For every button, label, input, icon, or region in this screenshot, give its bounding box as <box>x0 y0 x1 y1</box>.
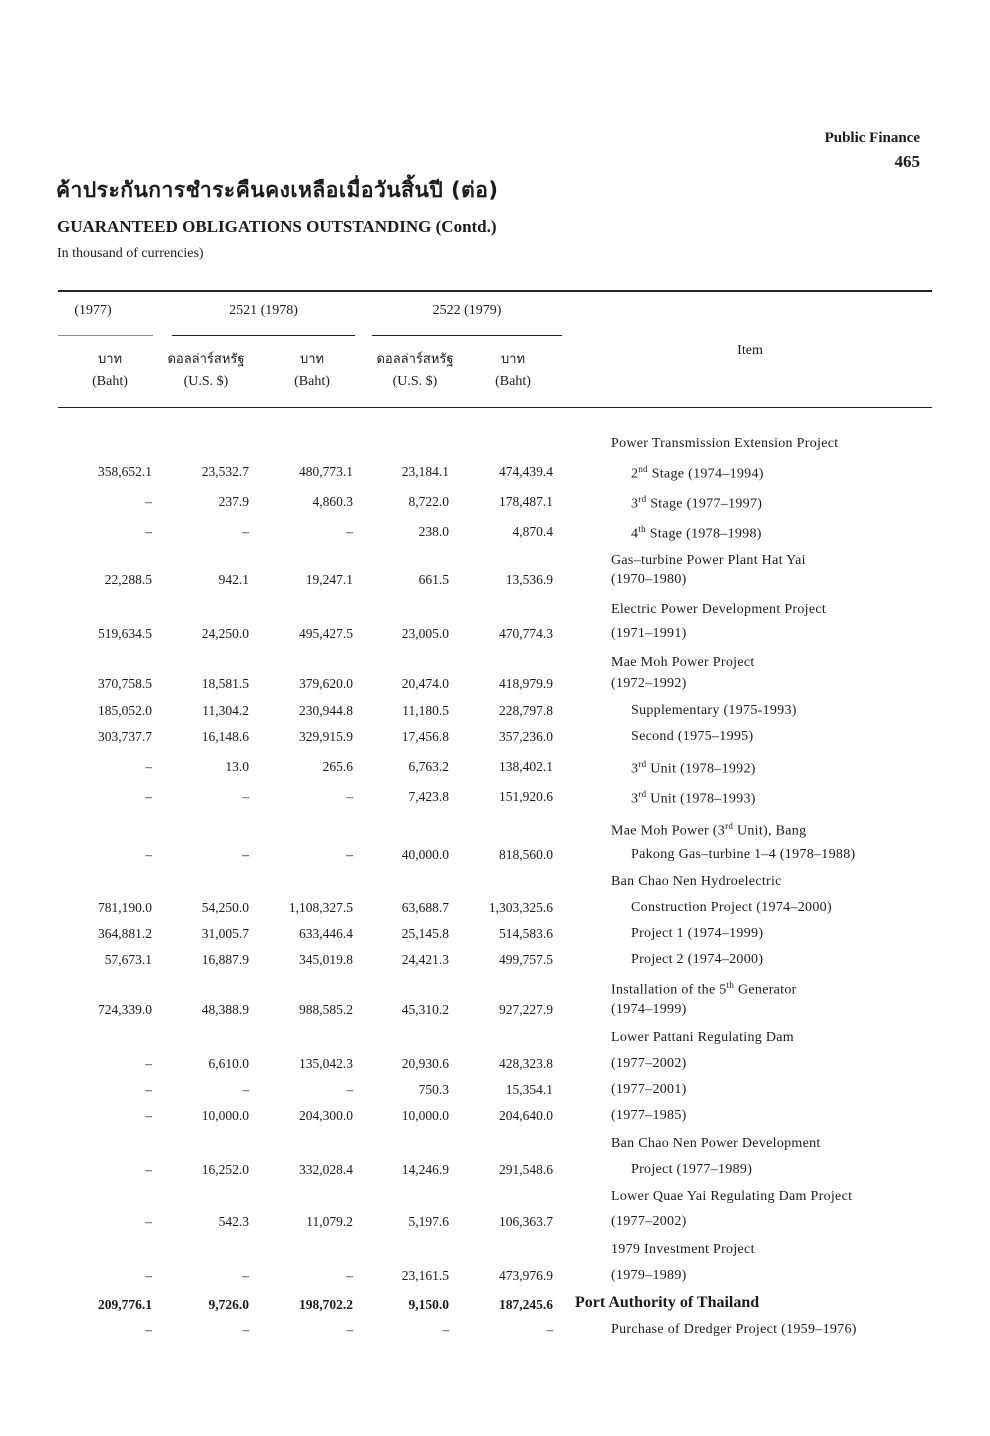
column-header-en: (Baht) <box>294 374 330 389</box>
value-usd-1979: 750.3 <box>418 1082 449 1097</box>
value-baht-1977: 209,776.1 <box>98 1297 152 1312</box>
value-baht-1979: 514,583.6 <box>499 926 553 941</box>
value-usd-1978: 23,532.7 <box>201 464 249 479</box>
value-usd-1978: 942.1 <box>218 572 249 587</box>
value-baht-1977: – <box>145 789 152 804</box>
value-baht-1979: 499,757.5 <box>499 952 553 967</box>
column-header-thai: บาท <box>97 352 123 367</box>
value-usd-1978: 16,252.0 <box>201 1162 249 1177</box>
value-baht-1978: – <box>346 847 353 862</box>
value-usd-1978: 10,000.0 <box>201 1108 249 1123</box>
value-usd-1978: 24,250.0 <box>201 626 249 641</box>
value-baht-1977: – <box>145 1056 152 1071</box>
value-baht-1979: 228,797.8 <box>499 703 553 718</box>
value-baht-1979: 428,323.8 <box>499 1056 553 1071</box>
value-usd-1979: 11,180.5 <box>402 703 449 718</box>
value-baht-1978: 480,773.1 <box>299 464 353 479</box>
item-label: (1977–2002) <box>611 1214 687 1229</box>
item-label: Ban Chao Nen Hydroelectric <box>611 874 782 889</box>
value-baht-1979: 474,439.4 <box>499 464 553 479</box>
value-baht-1978: – <box>346 1082 353 1097</box>
value-baht-1979: 13,536.9 <box>505 572 553 587</box>
value-baht-1978: 379,620.0 <box>299 676 353 691</box>
item-label: (1977–2001) <box>611 1082 687 1097</box>
value-baht-1979: 15,354.1 <box>505 1082 553 1097</box>
item-section-heading: Port Authority of Thailand <box>575 1294 760 1311</box>
value-baht-1979: 818,560.0 <box>499 847 553 862</box>
value-baht-1977: 303,737.7 <box>98 729 152 744</box>
value-usd-1978: 6,610.0 <box>208 1056 249 1071</box>
value-baht-1978: 633,446.4 <box>299 926 353 941</box>
value-baht-1979: 291,548.6 <box>499 1162 553 1177</box>
column-header-en: (U.S. $) <box>183 374 229 389</box>
item-label: Gas–turbine Power Plant Hat Yai <box>611 553 806 568</box>
column-header-thai: บาท <box>500 352 526 367</box>
value-baht-1977: 781,190.0 <box>98 900 152 915</box>
value-baht-1977: – <box>145 1162 152 1177</box>
value-baht-1979: 138,402.1 <box>499 759 553 774</box>
value-usd-1979: 7,423.8 <box>408 789 449 804</box>
year-header-1978: 2521 (1978) <box>229 303 298 318</box>
value-usd-1979: 23,161.5 <box>401 1268 449 1283</box>
item-label: 4th Stage (1978–1998) <box>631 524 762 542</box>
column-header-thai: ดอลล่าร์สหรัฐ <box>376 352 454 367</box>
value-baht-1979: 927,227.9 <box>499 1002 553 1017</box>
item-label: Purchase of Dredger Project (1959–1976) <box>611 1322 857 1337</box>
column-header-item: Item <box>737 343 763 358</box>
value-baht-1977: 364,881.2 <box>98 926 152 941</box>
item-label: Project (1977–1989) <box>631 1162 753 1177</box>
item-label: 3rd Stage (1977–1997) <box>631 494 763 512</box>
value-baht-1978: – <box>346 789 353 804</box>
value-usd-1979: 23,184.1 <box>401 464 449 479</box>
item-label: 3rd Unit (1978–1993) <box>631 789 756 807</box>
item-label: (1974–1999) <box>611 1002 687 1017</box>
value-usd-1979: 238.0 <box>418 524 449 539</box>
title-english: GUARANTEED OBLIGATIONS OUTSTANDING (Contd.) <box>57 217 497 236</box>
value-baht-1977: 22,288.5 <box>104 572 152 587</box>
column-header-usd-1978 <box>152 349 260 393</box>
value-baht-1979: 178,487.1 <box>499 494 553 509</box>
value-usd-1978: 16,148.6 <box>201 729 249 744</box>
value-baht-1979: – <box>546 1322 553 1337</box>
value-baht-1979: 106,363.7 <box>499 1214 553 1229</box>
value-usd-1979: 20,474.0 <box>401 676 449 691</box>
item-label: Project 1 (1974–1999) <box>631 926 764 941</box>
value-baht-1978: 135,042.3 <box>299 1056 353 1071</box>
column-header-baht-1977 <box>78 349 142 393</box>
column-header-en: (Baht) <box>495 374 531 389</box>
value-baht-1978: 332,028.4 <box>299 1162 353 1177</box>
value-baht-1978: – <box>346 1268 353 1283</box>
column-header-thai: ดอลล่าร์สหรัฐ <box>167 352 245 367</box>
value-baht-1977: – <box>145 1108 152 1123</box>
value-usd-1978: 16,887.9 <box>201 952 249 967</box>
value-usd-1979: – <box>442 1322 449 1337</box>
item-label: (1971–1991) <box>611 626 687 641</box>
value-usd-1978: 11,304.2 <box>202 703 249 718</box>
value-usd-1979: 14,246.9 <box>401 1162 449 1177</box>
value-usd-1978: – <box>242 1268 249 1283</box>
value-usd-1978: – <box>242 789 249 804</box>
value-baht-1977: 370,758.5 <box>98 676 152 691</box>
value-usd-1979: 45,310.2 <box>401 1002 449 1017</box>
item-label: Mae Moh Power Project <box>611 655 755 670</box>
value-baht-1979: 4,870.4 <box>512 524 553 539</box>
value-usd-1979: 23,005.0 <box>401 626 449 641</box>
item-label: 2nd Stage (1974–1994) <box>631 464 764 482</box>
value-usd-1978: – <box>242 1322 249 1337</box>
item-label: 3rd Unit (1978–1992) <box>631 759 756 777</box>
running-head: Public Finance <box>824 130 920 146</box>
value-baht-1977: 57,673.1 <box>104 952 152 967</box>
value-usd-1978: – <box>242 524 249 539</box>
value-usd-1978: 542.3 <box>218 1214 249 1229</box>
item-label: Construction Project (1974–2000) <box>631 900 832 915</box>
value-usd-1979: 661.5 <box>418 572 449 587</box>
item-label: Pakong Gas–turbine 1–4 (1978–1988) <box>631 847 856 862</box>
item-label: Supplementary (1975-1993) <box>631 703 797 718</box>
value-baht-1979: 418,979.9 <box>499 676 553 691</box>
column-header-en: (Baht) <box>92 374 128 389</box>
value-baht-1979: 1,303,325.6 <box>488 900 553 915</box>
item-label: Installation of the 5th Generator <box>611 980 797 998</box>
value-baht-1979: 470,774.3 <box>499 626 553 641</box>
value-baht-1977: – <box>145 1082 152 1097</box>
value-baht-1979: 151,920.6 <box>499 789 553 804</box>
value-usd-1979: 8,722.0 <box>408 494 449 509</box>
year-rule-1979 <box>372 335 562 336</box>
item-label: Lower Pattani Regulating Dam <box>611 1030 794 1045</box>
value-baht-1978: 19,247.1 <box>305 572 353 587</box>
value-usd-1979: 25,145.8 <box>401 926 449 941</box>
value-baht-1977: 724,339.0 <box>98 1002 152 1017</box>
header-bottom-rule <box>58 407 932 408</box>
item-label: (1979–1989) <box>611 1268 687 1283</box>
value-baht-1978: 4,860.3 <box>312 494 353 509</box>
item-label: (1977–2002) <box>611 1056 687 1071</box>
value-baht-1978: 204,300.0 <box>299 1108 353 1123</box>
item-label: (1977–1985) <box>611 1108 687 1123</box>
value-usd-1978: 18,581.5 <box>201 676 249 691</box>
item-label: 1979 Investment Project <box>611 1242 755 1257</box>
value-usd-1979: 9,150.0 <box>408 1297 449 1312</box>
value-usd-1979: 5,197.6 <box>408 1214 449 1229</box>
units-note: In thousand of currencies) <box>57 246 204 261</box>
year-header-1979: 2522 (1979) <box>432 303 502 318</box>
value-usd-1978: 54,250.0 <box>201 900 249 915</box>
value-baht-1977: 519,634.5 <box>98 626 152 641</box>
item-label: Second (1975–1995) <box>631 729 754 744</box>
value-baht-1978: 198,702.2 <box>299 1297 353 1312</box>
value-usd-1978: 13.0 <box>225 759 249 774</box>
value-baht-1979: 204,640.0 <box>499 1108 553 1123</box>
item-label: Lower Quae Yai Regulating Dam Project <box>611 1189 853 1204</box>
item-label: Mae Moh Power (3rd Unit), Bang <box>611 821 807 839</box>
item-label: Project 2 (1974–2000) <box>631 952 764 967</box>
value-baht-1977: 185,052.0 <box>98 703 152 718</box>
value-usd-1979: 40,000.0 <box>401 847 449 862</box>
item-label: (1972–1992) <box>611 676 687 691</box>
value-baht-1977: – <box>145 494 152 509</box>
table-top-rule <box>58 290 932 292</box>
year-rule-1978 <box>172 335 355 336</box>
value-usd-1978: 48,388.9 <box>201 1002 249 1017</box>
value-usd-1978: 9,726.0 <box>208 1297 249 1312</box>
value-usd-1979: 6,763.2 <box>408 759 449 774</box>
value-usd-1978: – <box>242 1082 249 1097</box>
value-baht-1978: 265.6 <box>322 759 353 774</box>
column-header-thai: บาท <box>299 352 325 367</box>
value-baht-1977: – <box>145 759 152 774</box>
item-label: Electric Power Development Project <box>611 602 827 617</box>
value-usd-1979: 63,688.7 <box>401 900 449 915</box>
value-baht-1978: – <box>346 1322 353 1337</box>
value-baht-1979: 357,236.0 <box>499 729 553 744</box>
value-usd-1979: 20,930.6 <box>401 1056 449 1071</box>
page-number: 465 <box>894 152 920 171</box>
value-usd-1979: 24,421.3 <box>401 952 449 967</box>
year-header-1977: (1977) <box>74 303 112 318</box>
year-rule-1977 <box>58 335 153 336</box>
value-baht-1977: 358,652.1 <box>98 464 152 479</box>
value-baht-1978: 329,915.9 <box>299 729 353 744</box>
value-baht-1978: 988,585.2 <box>299 1002 353 1017</box>
value-usd-1978: – <box>242 847 249 862</box>
column-header-usd-1979 <box>360 349 470 393</box>
value-baht-1977: – <box>145 524 152 539</box>
value-usd-1978: 237.9 <box>218 494 249 509</box>
item-label: (1970–1980) <box>611 572 687 587</box>
value-baht-1978: 495,427.5 <box>299 626 353 641</box>
title-thai: ค้าประกันการชำระคืนคงเหลือเมื่อวันสิ้นปี (ต่อ) <box>56 178 499 202</box>
value-baht-1978: 345,019.8 <box>299 952 353 967</box>
value-baht-1979: 473,976.9 <box>499 1268 553 1283</box>
value-baht-1977: – <box>145 1322 152 1337</box>
value-baht-1979: 187,245.6 <box>499 1297 553 1312</box>
value-baht-1977: – <box>145 847 152 862</box>
value-baht-1977: – <box>145 1214 152 1229</box>
value-baht-1978: 11,079.2 <box>306 1214 353 1229</box>
value-baht-1978: – <box>346 524 353 539</box>
column-header-baht-1979 <box>478 349 548 393</box>
item-label: Power Transmission Extension Project <box>611 436 839 451</box>
value-usd-1979: 10,000.0 <box>401 1108 449 1123</box>
value-usd-1978: 31,005.7 <box>201 926 249 941</box>
value-baht-1977: – <box>145 1268 152 1283</box>
value-baht-1978: 1,108,327.5 <box>288 900 353 915</box>
column-header-en: (U.S. $) <box>392 374 438 389</box>
column-header-baht-1978 <box>272 349 352 393</box>
value-baht-1978: 230,944.8 <box>299 703 353 718</box>
item-label: Ban Chao Nen Power Development <box>611 1136 821 1151</box>
value-usd-1979: 17,456.8 <box>401 729 449 744</box>
